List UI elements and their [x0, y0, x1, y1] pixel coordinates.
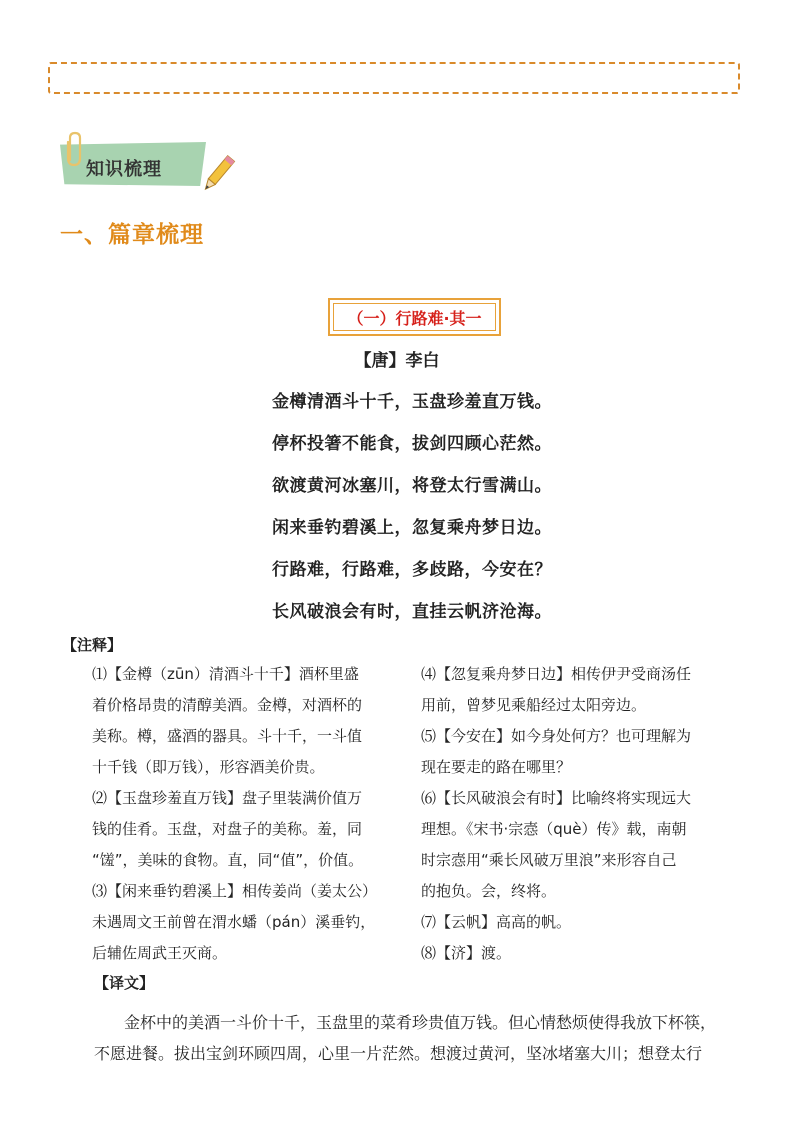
note-line: 未遇周文王前曾在渭水蟠（pán）溪垂钓，	[92, 913, 376, 931]
poem-line: 长风破浪会有时，直挂云帆济沧海。	[272, 602, 552, 622]
note-line: 美称。樽，盛酒的器具。斗十千，一斗值	[92, 727, 363, 745]
note-line: 现在要走的路在哪里？	[421, 758, 572, 776]
note-line: ⑺【云帆】高高的帆。	[421, 913, 572, 931]
poem-author: 【唐】李白	[354, 351, 440, 371]
poem-line: 闲来垂钓碧溪上，忽复乘舟梦日边。	[272, 518, 552, 538]
note-line: 用前，曾梦见乘船经过太阳旁边。	[421, 696, 647, 714]
paperclip-icon	[60, 130, 88, 170]
note-line: 时宗悫用“乘长风破万里浪”来形容自己	[421, 851, 677, 869]
note-line: ⑴【金樽（zūn）清酒斗十千】酒杯里盛	[92, 665, 359, 683]
note-line: ⑻【济】渡。	[421, 944, 512, 962]
header-dashed-box	[48, 62, 740, 94]
poem-title: （一）行路难·其一	[333, 303, 496, 331]
note-line: “馐”，美味的食物。直，同“值”，价值。	[92, 851, 364, 869]
notes-right-column	[421, 659, 721, 969]
note-line: ⑹【长风破浪会有时】比喻终将实现远大	[421, 789, 692, 807]
note-line: ⑸【今安在】如今身处何方？也可理解为	[421, 727, 692, 745]
poem-title-frame	[328, 298, 501, 336]
section-tab-label: 知识梳理	[86, 159, 162, 180]
poem-line: 欲渡黄河冰塞川，将登太行雪满山。	[272, 476, 552, 496]
note-line: 着价格昂贵的清醇美酒。金樽，对酒杯的	[92, 696, 363, 714]
poem-line: 停杯投箸不能食，拔剑四顾心茫然。	[272, 434, 552, 454]
poem-line: 行路难，行路难，多歧路，今安在？	[272, 560, 552, 580]
translation-line: 金杯中的美酒一斗价十千，玉盘里的菜肴珍贵值万钱。但心情愁烦使得我放下杯筷，	[124, 1013, 717, 1032]
pencil-icon	[196, 152, 240, 198]
note-line: ⑵【玉盘珍羞直万钱】盘子里装满价值万	[92, 789, 363, 807]
note-line: ⑷【忽复乘舟梦日边】相传伊尹受商汤任	[421, 665, 692, 683]
poem-line: 金樽清酒斗十千，玉盘珍羞直万钱。	[272, 392, 552, 412]
notes-label: 【注释】	[62, 636, 123, 654]
note-line: ⑶【闲来垂钓碧溪上】相传姜尚（姜太公）	[92, 882, 378, 900]
notes-left-column	[92, 659, 392, 969]
translation-line: 不愿进餐。拔出宝剑环顾四周，心里一片茫然。想渡过黄河，坚冰堵塞大川；想登太行	[94, 1044, 703, 1063]
note-line: 理想。《宋书·宗悫（què）传》载，南朝	[421, 820, 687, 838]
note-line: 后辅佐周武王灭商。	[92, 944, 228, 962]
note-line: 钱的佳肴。玉盘，对盘子的美称。羞，同	[92, 820, 363, 838]
note-line: 十千钱（即万钱），形容酒美价贵。	[92, 758, 325, 776]
note-line: 的抱负。会，终将。	[421, 882, 557, 900]
translation-label: 【译文】	[94, 974, 155, 992]
chapter-heading: 一、篇章梳理	[60, 222, 204, 248]
